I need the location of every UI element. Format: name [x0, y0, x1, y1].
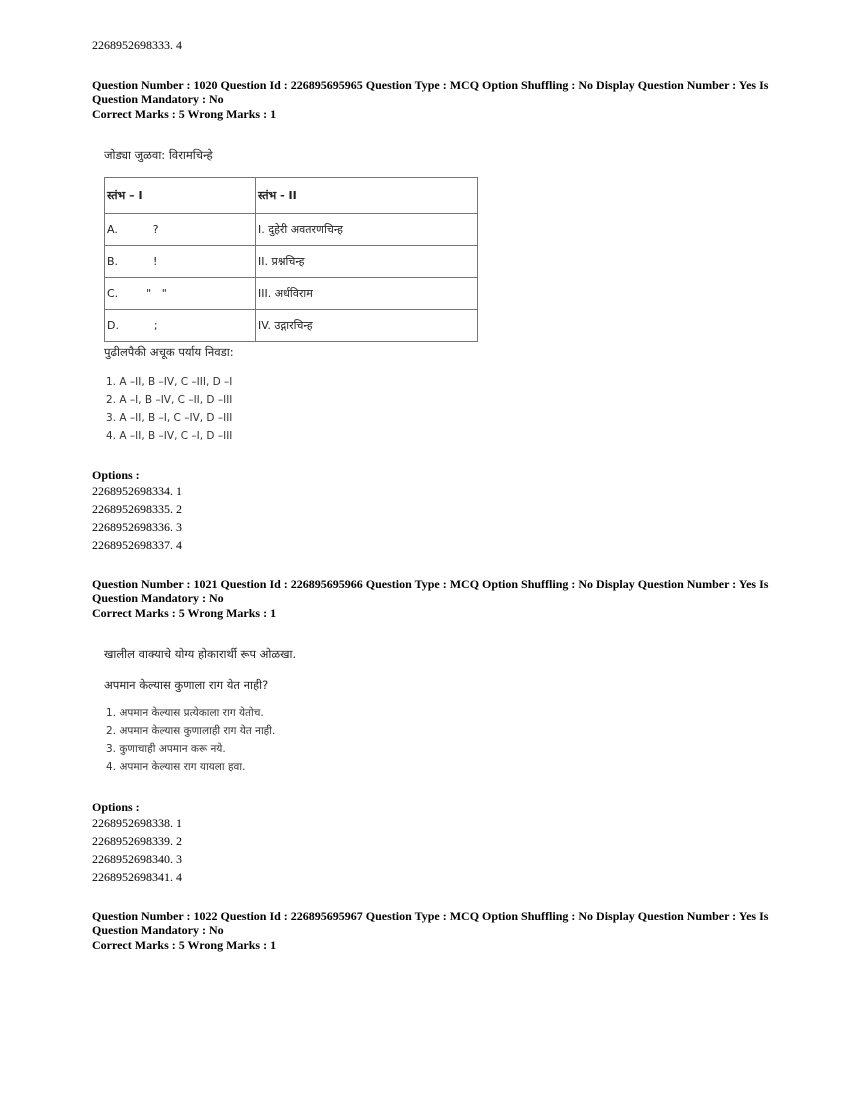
list-item: 4. A –II, B –IV, C –I, D –III [106, 430, 233, 442]
table-row [105, 214, 478, 246]
option-id: 2268952698335. 2 [92, 502, 182, 516]
column-1-header: स्तंभ – I [105, 178, 256, 214]
option-id: 2268952698336. 3 [92, 520, 182, 534]
q1022-marks: Correct Marks : 5 Wrong Marks : 1 [92, 938, 277, 952]
q1020-choice-list [106, 373, 232, 445]
option-id: 2268952698340. 3 [92, 852, 182, 866]
row-a-col1: A. ? [105, 214, 256, 246]
list-item: 4. अपमान केल्यास राग यायला हवा. [106, 761, 246, 773]
row-c-col2: III. अर्धविराम [256, 278, 478, 310]
q1020-options [92, 482, 182, 554]
option-id: 2268952698339. 2 [92, 834, 182, 848]
q1021-options-label: Options : [92, 800, 140, 814]
list-item: 1. A –II, B –IV, C –III, D –I [106, 376, 233, 388]
list-item: 1. अपमान केल्यास प्रत्येकाला राग येतोच. [106, 707, 264, 719]
q1021-sentence: अपमान केल्यास कुणाला राग येत नाही? [104, 678, 269, 692]
previous-option-line: 2268952698333. 4 [92, 38, 182, 52]
q1020-marks: Correct Marks : 5 Wrong Marks : 1 [92, 107, 277, 121]
match-table-header-row [105, 178, 478, 214]
q1021-marks: Correct Marks : 5 Wrong Marks : 1 [92, 606, 277, 620]
table-row [105, 246, 478, 278]
list-item: 2. अपमान केल्यास कुणालाही राग येत नाही. [106, 725, 276, 737]
q1020-header: Question Number : 1020 Question Id : 226895695965 Question Type : MCQ Option Shuffling : No Display Question Number : Yes Is Question Mandatory : No [92, 78, 769, 106]
table-row [105, 278, 478, 310]
row-d-col1: D. ; [105, 310, 256, 342]
q1020-instruction: पुढीलपैकी अचूक पर्याय निवडा: [104, 345, 234, 359]
q1020-prompt: जोड्या जुळवा: विरामचिन्हे [104, 148, 213, 162]
q1021-header: Question Number : 1021 Question Id : 226895695966 Question Type : MCQ Option Shuffling : No Display Question Number : Yes Is Question Mandatory : No [92, 577, 769, 605]
table-row [105, 310, 478, 342]
option-id: 2268952698337. 4 [92, 538, 182, 552]
q1021-choice-list [106, 704, 275, 776]
q1020-options-label: Options : [92, 468, 140, 482]
option-id: 2268952698341. 4 [92, 870, 182, 884]
row-a-col2: I. दुहेरी अवतरणचिन्ह [256, 214, 478, 246]
row-d-col2: IV. उद्गारचिन्ह [256, 310, 478, 342]
list-item: 2. A –I, B –IV, C –II, D –III [106, 394, 233, 406]
q1021-prompt: खालील वाक्याचे योग्य होकारार्थी रूप ओळखा. [104, 647, 297, 661]
option-id: 2268952698334. 1 [92, 484, 182, 498]
q1020-match-table [104, 177, 478, 342]
q1021-options [92, 814, 182, 886]
row-b-col2: II. प्रश्नचिन्ह [256, 246, 478, 278]
row-b-col1: B. ! [105, 246, 256, 278]
list-item: 3. A –II, B –I, C –IV, D –III [106, 412, 233, 424]
list-item: 3. कुणाचाही अपमान करू नये. [106, 743, 226, 755]
column-2-header: स्तंभ - II [256, 178, 478, 214]
row-c-col1: C. " " [105, 278, 256, 310]
option-id: 2268952698338. 1 [92, 816, 182, 830]
q1022-header: Question Number : 1022 Question Id : 226895695967 Question Type : MCQ Option Shuffling : No Display Question Number : Yes Is Question Mandatory : No [92, 909, 769, 937]
